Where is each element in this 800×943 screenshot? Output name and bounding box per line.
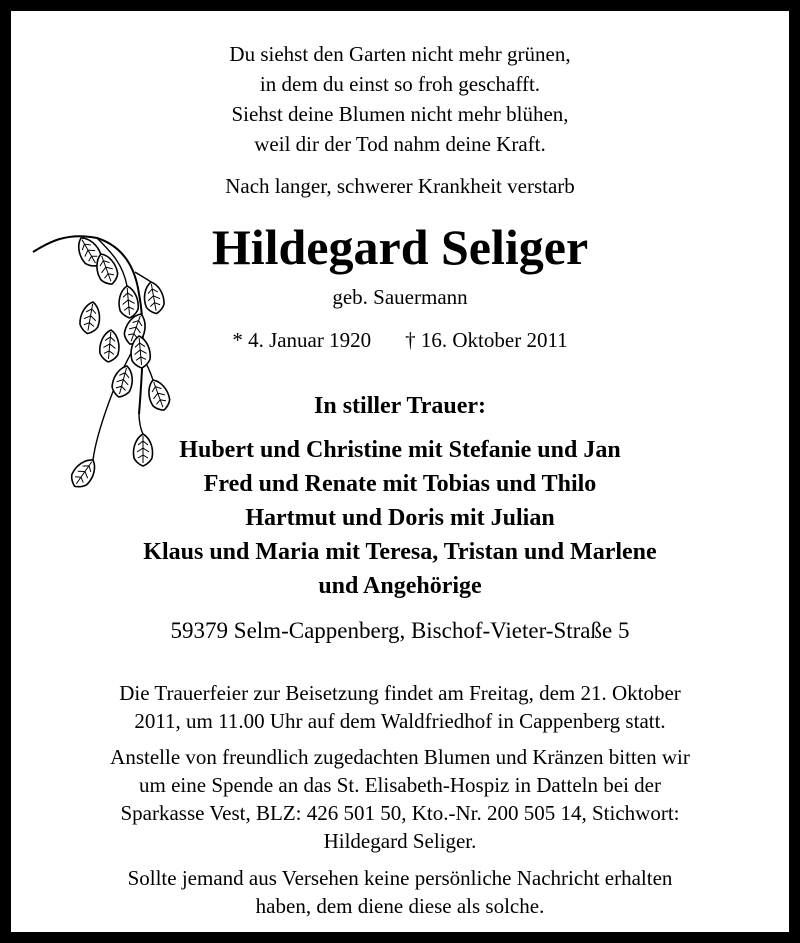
donation-line: Anstelle von freundlich zugedachten Blumen und Kränzen bitten wir (110, 745, 690, 769)
notice-line: haben, dem diene diese als solche. (255, 894, 545, 918)
birth-date: * 4. Januar 1920 (232, 328, 372, 352)
poem-line: Siehst deine Blumen nicht mehr blühen, (231, 102, 569, 126)
birth-name: geb. Sauermann (332, 285, 468, 309)
death-date: † 16. Oktober 2011 (405, 328, 568, 352)
donation-line: Sparkasse Vest, BLZ: 426 501 50, Kto.-Nr. 200 505 14, Stichwort: (120, 801, 680, 825)
poem-line: Du siehst den Garten nicht mehr grünen, (229, 42, 571, 66)
intro-text: Nach langer, schwerer Krankheit verstarb (225, 174, 575, 198)
poem (11, 39, 789, 159)
obituary-notice (11, 11, 789, 932)
notice-info (11, 864, 789, 920)
poem-line: weil dir der Tod nahm deine Kraft. (254, 132, 546, 156)
funeral-line: 2011, um 11.00 Uhr auf dem Waldfriedhof in Cappenberg statt. (134, 709, 666, 733)
mourning-title: In stiller Trauer: (314, 393, 486, 419)
donation-line: um eine Spende an das St. Elisabeth-Hospiz in Datteln bei der (139, 773, 661, 797)
mourner-line: Fred und Renate mit Tobias und Thilo (203, 471, 597, 497)
family-address: 59379 Selm-Cappenberg, Bischof-Vieter-Straße 5 (170, 618, 630, 643)
mourner-line: Klaus und Maria mit Teresa, Tristan und Marlene (143, 539, 657, 565)
mourner-line: und Angehörige (318, 573, 482, 599)
funeral-info (11, 679, 789, 735)
poem-line: in dem du einst so froh geschafft. (259, 72, 541, 96)
deceased-name: Hildegard Seliger (211, 219, 589, 275)
funeral-line: Die Trauerfeier zur Beisetzung findet am Freitag, dem 21. Oktober (119, 681, 681, 705)
donation-info (11, 743, 789, 855)
notice-line: Sollte jemand aus Versehen keine persönliche Nachricht erhalten (127, 866, 673, 890)
mourner-line: Hartmut und Doris mit Julian (245, 505, 555, 531)
mourner-line: Hubert und Christine mit Stefanie und Jan (179, 437, 621, 463)
birch-branch-icon (27, 224, 187, 509)
donation-line: Hildegard Seliger. (323, 829, 477, 853)
